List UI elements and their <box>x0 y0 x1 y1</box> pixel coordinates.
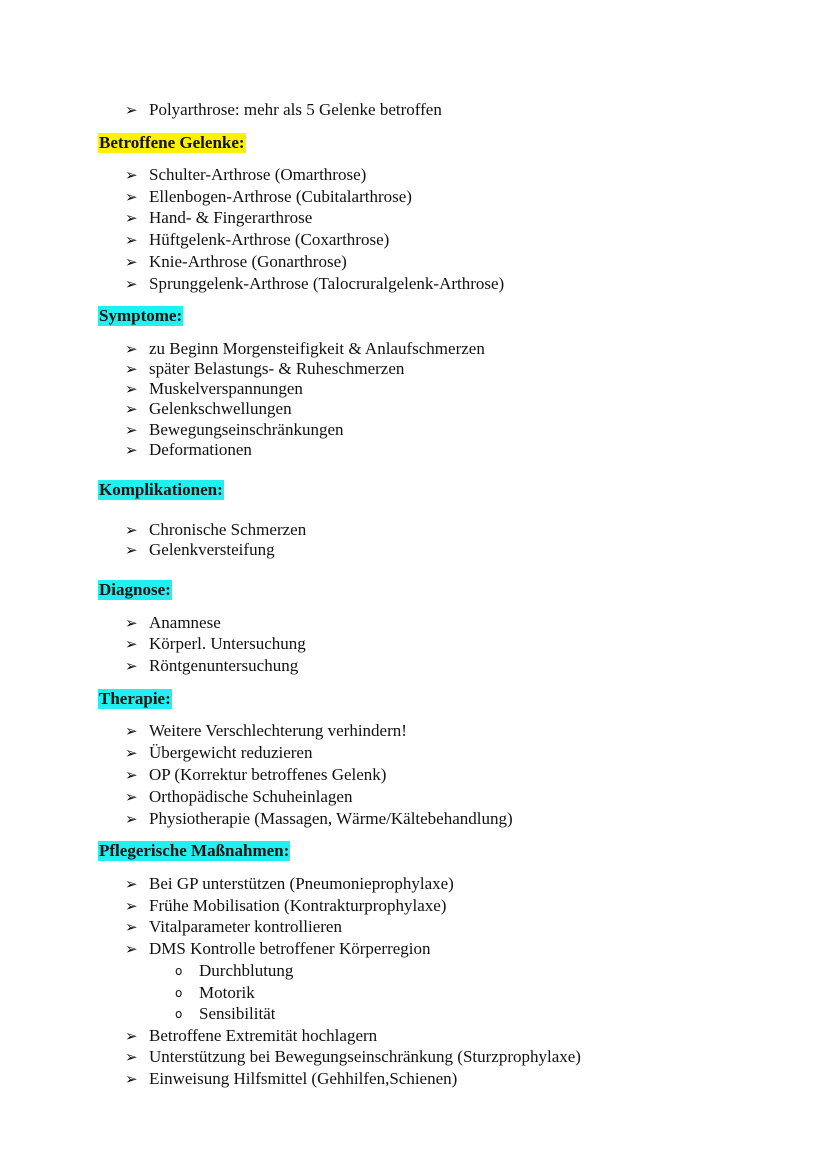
arrow-bullet-icon: ➢ <box>125 441 138 459</box>
arrow-bullet-icon: ➢ <box>125 744 138 762</box>
arrow-bullet-icon: ➢ <box>125 657 138 675</box>
arrow-bullet-icon: ➢ <box>125 541 138 559</box>
arrow-bullet-icon: ➢ <box>125 875 138 893</box>
arrow-bullet-icon: ➢ <box>125 788 138 806</box>
section-heading-therapie: Therapie: <box>99 689 171 708</box>
arrow-bullet-icon: ➢ <box>125 1027 138 1045</box>
section-heading-pflegerische-massnahmen: Pflegerische Maßnahmen: <box>99 841 290 860</box>
arrow-bullet-icon: ➢ <box>125 275 138 293</box>
arrow-bullet-icon: ➢ <box>125 166 138 184</box>
arrow-bullet-icon: ➢ <box>125 1070 138 1088</box>
arrow-bullet-icon: ➢ <box>125 614 138 632</box>
arrow-bullet-icon: ➢ <box>125 421 138 439</box>
section-heading-betroffene-gelenke: Betroffene Gelenke: <box>99 133 245 152</box>
arrow-bullet-icon: ➢ <box>125 897 138 915</box>
arrow-bullet-icon: ➢ <box>125 635 138 653</box>
arrow-bullet-icon: ➢ <box>125 722 138 740</box>
arrow-bullet-icon: ➢ <box>125 766 138 784</box>
arrow-bullet-icon: ➢ <box>125 253 138 271</box>
arrow-bullet-icon: ➢ <box>125 209 138 227</box>
section-heading-diagnose: Diagnose: <box>99 580 171 599</box>
document-page: ➢ Polyarthrose: mehr als 5 Gelenke betroffen Betroffene Gelenke: ➢ Schulter-Arthrose (Omarthrose) ➢ Ellenbogen-Arthrose (Cubitalarthrose) ➢ Hand- & Fingerarthrose ➢ Hüftgelenk-Arthrose (Coxarthrose) ➢ Knie-Arthrose (Gonarthrose) ➢ Sprunggelenk-Arthrose (Talocruralgelenk-Arthrose) Symptome: ➢ zu Beginn Morgensteifigkeit & Anlaufschmerzen ➢ später Belastungs- & Ruheschmerzen ➢ Muskelverspannungen ➢ Gelenkschwellungen ➢ Bewegungseinschränkungen ➢ Deformationen Komplikationen: ➢ Chronische Schmerzen ➢ Gelenkversteifung Diagnose: ➢ Anamnese ➢ Körperl. Untersuchung ➢ Röntgenuntersuchung Therapie: ➢ Weitere Verschlechterung verhindern! ➢ Übergewicht reduzieren ➢ OP (Korrektur betroffenes Gelenk) ➢ Orthopädische Schuheinlagen ➢ Physiotherapie (Massagen, Wärme/Kältebehandlung) Pflegerische Maßnahmen: ➢ Bei GP unterstützen (Pneumonieprophylaxe) ➢ Frühe Mobilisation (Kontrakturprophylaxe) ➢ Vitalparameter kontrollieren ➢ DMS Kontrolle betroffener Körperregion o Durchblutung o Motorik o Sensibilität ➢ Betroffene Extremität hochlagern ➢ Unterstützung bei Bewegungseinschränkung (Sturzprophylaxe) ➢ Einweisung Hilfsmittel (Gehhilfen,Schienen) <box>99 100 581 1088</box>
arrow-bullet-icon: ➢ <box>125 231 138 249</box>
circle-bullet-icon: o <box>175 986 183 1000</box>
arrow-bullet-icon: ➢ <box>125 1048 138 1066</box>
arrow-bullet-icon: ➢ <box>125 810 138 828</box>
arrow-bullet-icon: ➢ <box>125 380 138 398</box>
arrow-bullet-icon: ➢ <box>125 918 138 936</box>
arrow-bullet-icon: ➢ <box>125 340 138 358</box>
circle-bullet-icon: o <box>175 964 183 978</box>
arrow-bullet-icon: ➢ <box>125 521 138 539</box>
circle-bullet-icon: o <box>175 1007 183 1021</box>
arrow-bullet-icon: ➢ <box>125 188 138 206</box>
arrow-bullet-icon: ➢ <box>125 400 138 418</box>
arrow-bullet-icon: ➢ <box>125 360 138 378</box>
section-heading-komplikationen: Komplikationen: <box>99 480 223 499</box>
section-heading-symptome: Symptome: <box>99 306 183 325</box>
arrow-bullet-icon: ➢ <box>125 101 138 119</box>
arrow-bullet-icon: ➢ <box>125 940 138 958</box>
